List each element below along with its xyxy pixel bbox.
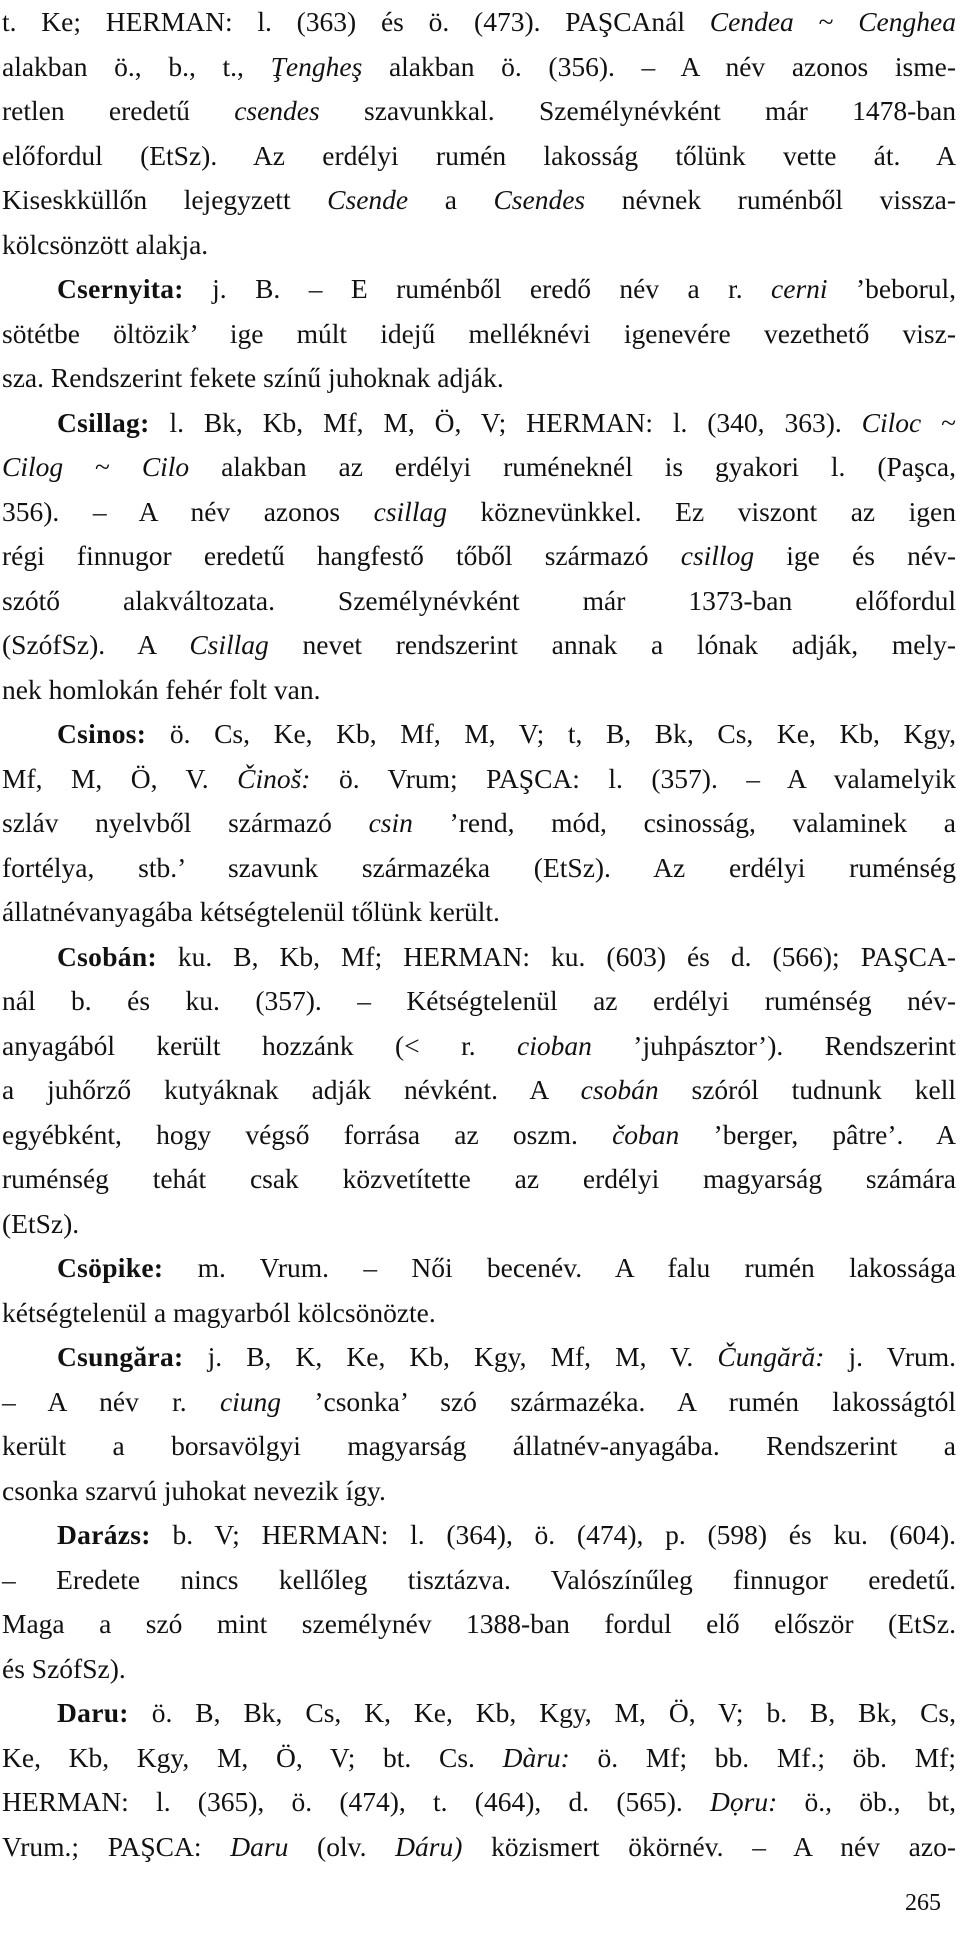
- text-line: Kiseskküllőn lejegyzett Csende a Csendes névnek ruménből vissza-: [2, 184, 956, 215]
- text-line: Ke, Kb, Kgy, M, Ö, V; bt. Cs. Dàru: ö. Mf; bb. Mf.; öb. Mf;: [2, 1741, 956, 1773]
- text-line: Vrum.; PAŞCA: Daru (olv. Dáru) közismert ökörnév. – A név azo-: [2, 1830, 957, 1862]
- text-line: kétségtelenül a magyarból kölcsönözte.: [2, 1296, 436, 1328]
- text-line: sötétbe öltözik’ ige múlt idejű melléknévi igenevére vezethető visz-: [2, 317, 956, 349]
- text-line: egyébként, hogy végső forrása az oszm. čoban ’berger, pâtre’. A: [2, 1118, 956, 1150]
- text-line: Maga a szó mint személynév 1388-ban fordul elő először (EtSz.: [2, 1608, 956, 1639]
- text-line: előfordul (EtSz). Az erdélyi rumén lakosság tőlünk vette át. A: [2, 139, 956, 171]
- text-line: (EtSz).: [2, 1207, 80, 1239]
- text-line: Csöpike: m. Vrum. – Női becenév. A falu rumén lakossága: [57, 1252, 956, 1283]
- text-line: régi finnugor eredetű hangfestő tőből származó csillog ige és név-: [2, 540, 956, 571]
- text-line: kölcsönzött alakja.: [2, 228, 209, 260]
- text-line: anyagából került hozzánk (< r. cioban ’juhpásztor’). Rendszerint: [2, 1029, 956, 1061]
- text-line: HERMAN: l. (365), ö. (474), t. (464), d. (565). Dọru: ö., öb., bt,: [2, 1786, 957, 1817]
- text-line: nál b. és ku. (357). – Kétségtelenül az erdélyi ruménség név-: [2, 985, 956, 1016]
- text-line: – A név r. ciung ’csonka’ szó származéka. A rumén lakosságtól: [2, 1385, 956, 1417]
- text-line: Cilog ~ Cilo alakban az erdélyi ruméneknél is gyakori l. (Paşca,: [2, 451, 956, 482]
- text-line: (SzófSz). A Csillag nevet rendszerint annak a lónak adják, mely-: [2, 629, 956, 660]
- text-line: Darázs: b. V; HERMAN: l. (364), ö. (474), p. (598) és ku. (604).: [57, 1519, 957, 1550]
- text-line: szláv nyelvből származó csin ’rend, mód, csinosság, valaminek a: [2, 807, 956, 838]
- page-number: 265: [905, 1890, 941, 1916]
- text-line: nek homlokán fehér folt van.: [2, 673, 321, 705]
- text-line: ruménség tehát csak közvetítette az erdélyi magyarság számára: [2, 1163, 956, 1194]
- text-line: fortélya, stb.’ szavunk származéka (EtSz). Az erdélyi ruménség: [2, 851, 956, 883]
- text-line: Mf, M, Ö, V. Činoš: ö. Vrum; PAŞCA: l. (357). – A valamelyik: [2, 762, 956, 794]
- text-line: t. Ke; HERMAN: l. (363) és ö. (473). PAŞCAnál Cendea ~ Cenghea: [2, 6, 956, 37]
- text-line: Csungăra: j. B, K, Ke, Kb, Kgy, Mf, M, V. Čungără: j. Vrum.: [57, 1341, 956, 1372]
- text-line: került a borsavölgyi magyarság állatnév-anyagába. Rendszerint a: [2, 1430, 956, 1461]
- text-line: a juhőrző kutyáknak adják névként. A csobán szóról tudnunk kell: [2, 1074, 956, 1105]
- text-line: Csinos: ö. Cs, Ke, Kb, Mf, M, V; t, B, Bk, Cs, Ke, Kb, Kgy,: [57, 718, 956, 749]
- text-line: csonka szarvú juhokat nevezik így.: [2, 1474, 386, 1506]
- text-line: szótő alakváltozata. Személynévként már 1373-ban előfordul: [2, 584, 956, 616]
- text-line: Csillag: l. Bk, Kb, Mf, M, Ö, V; HERMAN: l. (340, 363). Ciloc ~: [57, 406, 956, 438]
- text-line: retlen eredetű csendes szavunkkal. Személynévként már 1478-ban: [2, 95, 956, 126]
- text-line: Daru: ö. B, Bk, Cs, K, Ke, Kb, Kgy, M, Ö, V; b. B, Bk, Cs,: [57, 1697, 956, 1728]
- text-line: sza. Rendszerint fekete színű juhoknak adják.: [2, 362, 504, 393]
- text-line: alakban ö., b., t., Ţengheş alakban ö. (356). – A név azonos isme-: [2, 50, 956, 82]
- text-line: Csobán: ku. B, Kb, Mf; HERMAN: ku. (603) és d. (566); PAŞCA-: [57, 940, 957, 972]
- text-line: Csernyita: j. B. – E ruménből eredő név a r. cerni ’beborul,: [57, 273, 956, 304]
- text-line: 356). – A név azonos csillag köznevünkkel. Ez viszont az igen: [2, 495, 956, 527]
- text-line: – Eredete nincs kellőleg tisztázva. Valószínűleg finnugor eredetű.: [2, 1563, 956, 1595]
- text-line: állatnévanyagába kétségtelenül tőlünk került.: [2, 896, 500, 927]
- text-line: és SzófSz).: [2, 1652, 126, 1684]
